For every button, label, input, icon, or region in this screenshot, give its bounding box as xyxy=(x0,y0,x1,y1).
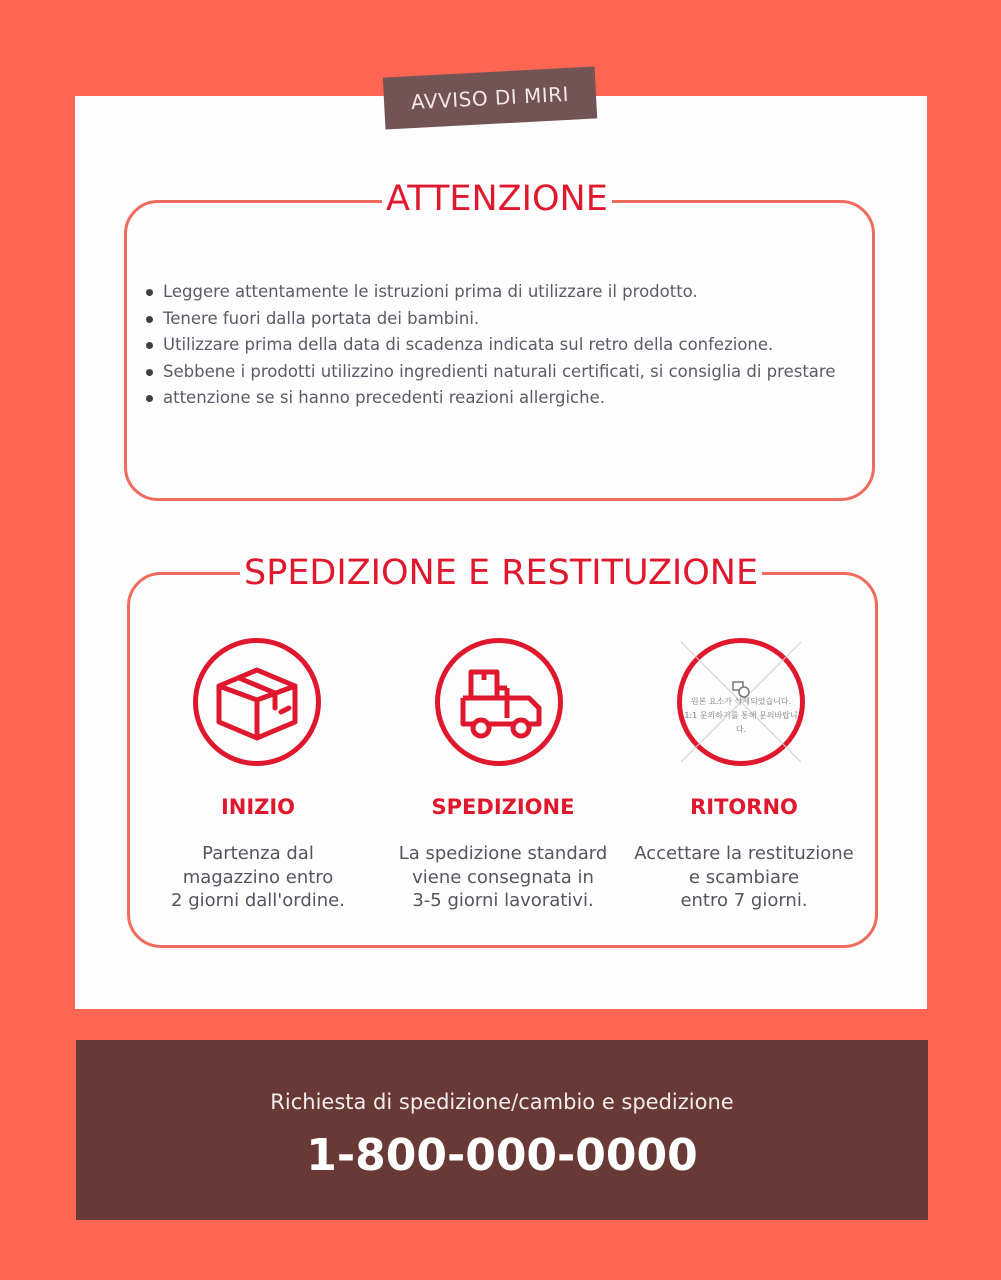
removed-placeholder-text: 원본 요소가 삭제되었습니다. 1:1 문의하기를 통해 문의바랍니다. xyxy=(684,697,798,734)
step-icon-circle xyxy=(193,638,321,766)
notice-tag-label: AVVISO DI MIRI xyxy=(410,81,570,115)
step-title-return: RITORNO xyxy=(690,795,798,819)
step-icon-circle xyxy=(435,638,563,766)
step-title-shipping: SPEDIZIONE xyxy=(431,795,575,819)
step-desc-start: Partenza dal magazzino entro 2 giorni dall'ordine. xyxy=(171,843,345,911)
box-icon xyxy=(209,654,305,750)
attention-list xyxy=(145,279,865,412)
step-title-start: INIZIO xyxy=(220,795,296,819)
list-item: attenzione se si hanno precedenti reazioni allergiche. xyxy=(145,385,865,412)
footer-label: Richiesta di spedizione/cambio e spedizione xyxy=(270,1090,734,1114)
list-item: Utilizzare prima della data di scadenza indicata sul retro della confezione. xyxy=(145,332,865,359)
attention-title: ATTENZIONE xyxy=(382,179,612,219)
shipping-title: SPEDIZIONE E RESTITUZIONE xyxy=(240,553,762,593)
truck-icon xyxy=(451,654,547,750)
notice-tag xyxy=(383,66,597,129)
step-desc-shipping: La spedizione standard viene consegnata in 3-5 giorni lavorativi. xyxy=(398,843,608,911)
step-desc-return: Accettare la restituzione e scambiare entro 7 giorni. xyxy=(634,843,854,911)
contact-footer xyxy=(76,1040,928,1220)
phone-number[interactable]: 1-800-000-0000 xyxy=(306,1130,698,1181)
list-item: Sebbene i prodotti utilizzino ingredienti naturali certificati, si consiglia di prestare xyxy=(145,359,865,386)
list-item: Leggere attentamente le istruzioni prima di utilizzare il prodotto. xyxy=(145,279,865,306)
list-item: Tenere fuori dalla portata dei bambini. xyxy=(145,306,865,333)
step-icon-circle xyxy=(677,638,805,766)
